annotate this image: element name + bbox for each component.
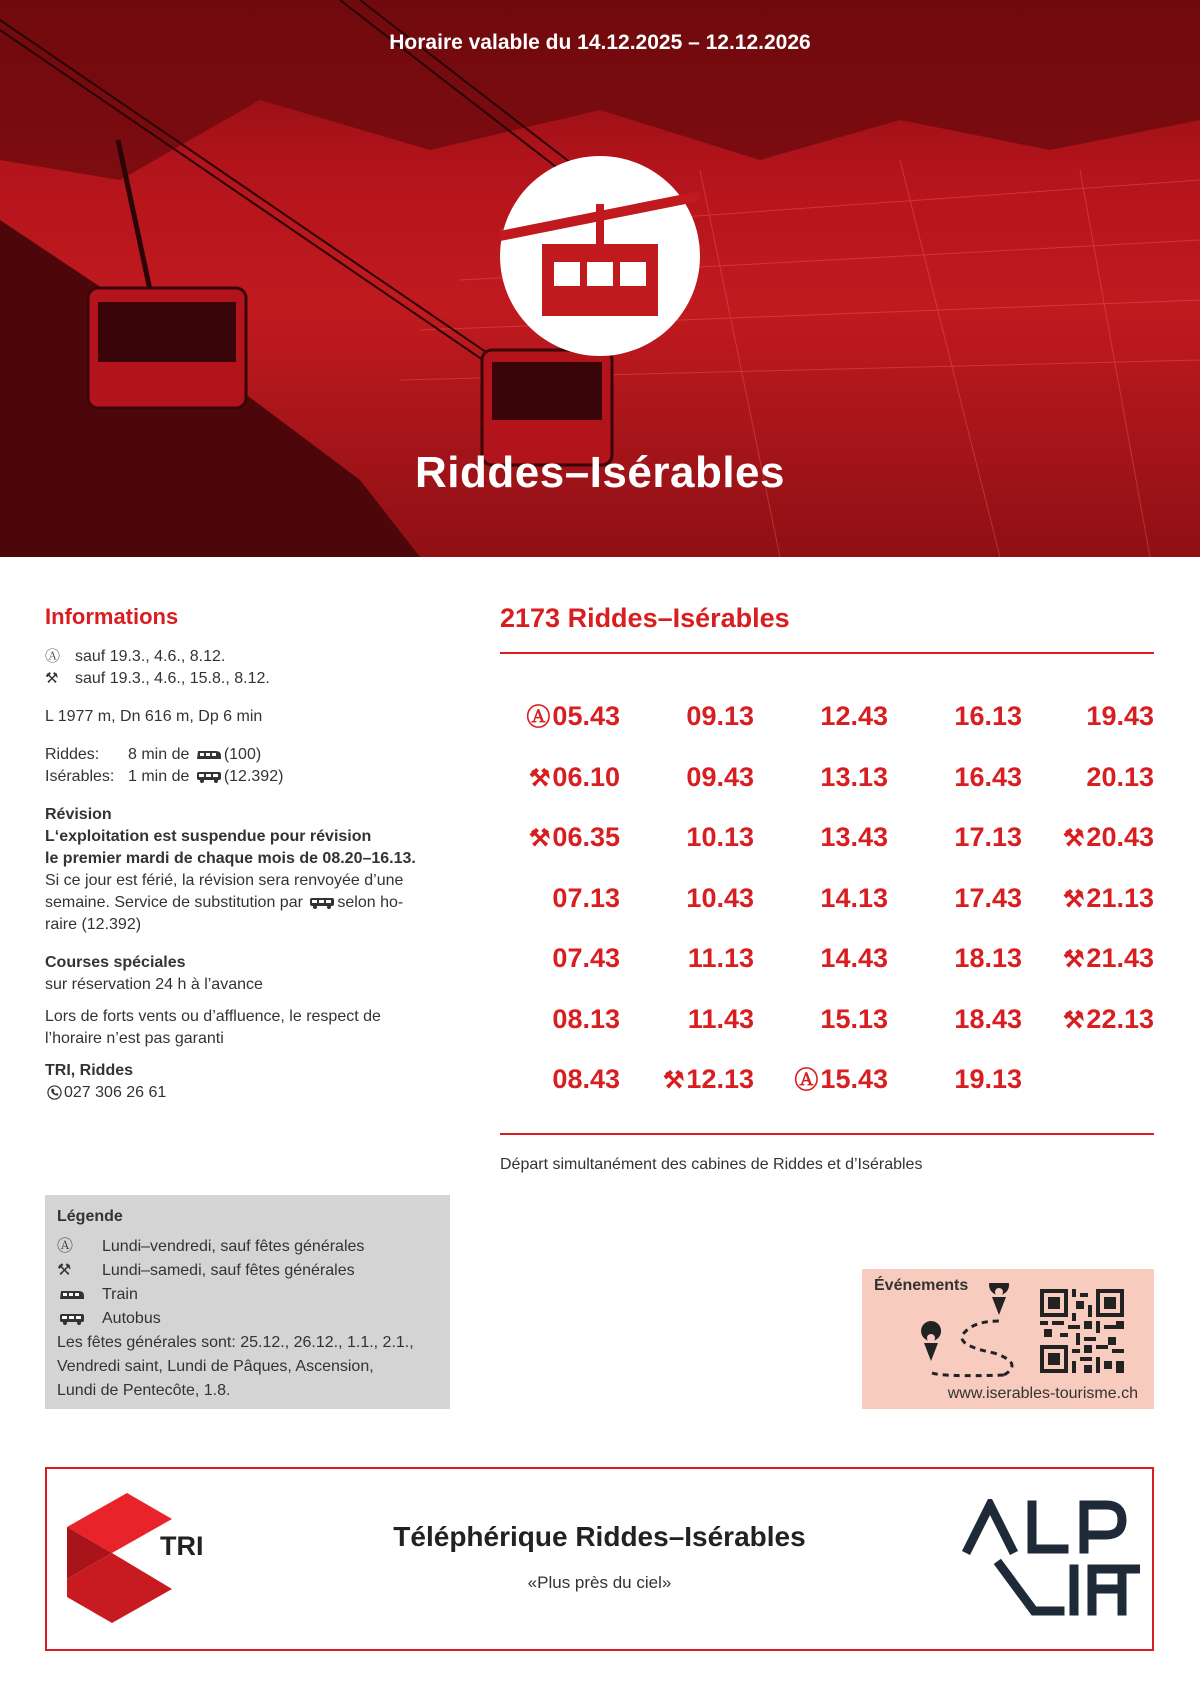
train-icon <box>196 749 222 761</box>
departure-row <box>500 999 1154 1060</box>
departure-time <box>768 938 888 978</box>
time-value: 10.13 <box>686 822 754 852</box>
workday-symbol: ⚒ <box>45 670 59 687</box>
weekday-symbol: Ⓐ <box>57 1238 74 1255</box>
line-data: L 1977 m, Dn 616 m, Dp 6 min <box>45 708 263 725</box>
hero-title: Riddes–Isérables <box>415 448 785 497</box>
departure-row <box>500 938 1154 999</box>
workday-symbol: ⚒ <box>57 1262 72 1279</box>
departure-row <box>500 817 1154 878</box>
time-value: 07.43 <box>552 943 620 973</box>
departure-grid <box>500 696 1154 1120</box>
departure-time <box>902 1059 1022 1099</box>
timetable-note: Départ simultanément des cabines de Riddes et d’Isérables <box>500 1156 923 1173</box>
departure-time <box>768 1059 888 1101</box>
time-value: 19.13 <box>954 1064 1022 1094</box>
time-value: 12.43 <box>820 701 888 731</box>
time-value: 09.43 <box>686 761 754 792</box>
time-value: 14.43 <box>820 943 888 973</box>
train-icon <box>59 1289 85 1301</box>
legend-box <box>45 1195 450 1409</box>
connection-text: 8 min de <box>128 746 190 763</box>
events-title: Événements <box>874 1277 969 1294</box>
departure-time <box>500 817 620 859</box>
workday-symbol: ⚒ <box>1062 946 1085 973</box>
legend-item <box>57 1283 438 1307</box>
revision-notice-1: L‘exploitation est suspendue pour révision <box>45 828 372 845</box>
wind-notice-1: Lors de forts vents ou d’affluence, le respect de <box>45 1008 381 1025</box>
connection-ref: (100) <box>223 746 262 763</box>
time-value: 09.13 <box>686 701 754 731</box>
departure-time <box>902 757 1022 797</box>
departure-time <box>902 696 1022 736</box>
legend-item <box>57 1307 438 1331</box>
info-title: Informations <box>45 604 179 629</box>
time-value: 05.43 <box>552 701 620 731</box>
departure-time <box>1034 938 1154 980</box>
exception-text: sauf 19.3., 4.6., 8.12. <box>75 648 226 665</box>
departure-time <box>1034 817 1154 859</box>
departure-time <box>500 1059 620 1099</box>
legend-label: Lundi–vendredi, sauf fêtes générales <box>102 1238 365 1255</box>
exception-b <box>45 668 455 690</box>
phone-number[interactable]: 027 306 26 61 <box>64 1084 167 1101</box>
revision-text-1: Si ce jour est férié, la révision sera renvoyée d’une <box>45 872 404 889</box>
time-value: 07.13 <box>552 882 620 913</box>
departure-row <box>500 1059 1154 1120</box>
connection-iserables <box>45 766 455 788</box>
departure-time <box>768 817 888 857</box>
phone-icon <box>47 1085 62 1100</box>
time-value: 13.13 <box>820 761 888 792</box>
bus-icon <box>309 897 335 909</box>
departure-time <box>902 817 1022 857</box>
hero-banner <box>0 0 1200 557</box>
departure-time <box>1034 878 1154 920</box>
departure-time <box>768 757 888 797</box>
time-value: 13.43 <box>820 822 888 852</box>
weekday-symbol: Ⓐ <box>526 704 551 731</box>
legend-label: Train <box>102 1286 138 1303</box>
legend-label: Autobus <box>102 1310 161 1327</box>
time-value: 16.43 <box>954 761 1022 792</box>
validity-period: Horaire valable du 14.12.2025 – 12.12.2026 <box>389 31 811 54</box>
departure-time <box>902 878 1022 918</box>
departure-time <box>634 878 754 918</box>
departure-time <box>500 757 620 799</box>
workday-symbol: ⚒ <box>528 764 551 792</box>
time-value: 15.43 <box>820 1064 888 1094</box>
tri-logo-text: TRI <box>160 1531 204 1561</box>
legend-title: Légende <box>57 1208 123 1225</box>
map-pin-icon <box>914 1283 1034 1383</box>
time-value: 18.43 <box>954 1003 1022 1034</box>
workday-symbol: ⚒ <box>1062 885 1085 913</box>
departure-time <box>500 999 620 1039</box>
time-value: 06.35 <box>552 822 620 852</box>
departure-time <box>902 999 1022 1039</box>
time-value: 08.43 <box>552 1064 620 1094</box>
departure-time <box>1034 696 1154 736</box>
events-box[interactable] <box>862 1269 1154 1409</box>
exception-a <box>45 646 455 668</box>
footer-box <box>45 1467 1154 1651</box>
footer-title: Téléphérique Riddes–Isérables <box>393 1521 806 1552</box>
departure-time <box>634 999 754 1039</box>
weekday-symbol: Ⓐ <box>45 648 61 665</box>
weekday-symbol: Ⓐ <box>794 1067 819 1094</box>
timetable-title: 2173 Riddes–Isérables <box>500 603 790 633</box>
holidays-3: Lundi de Pentecôte, 1.8. <box>57 1382 231 1399</box>
time-value: 16.13 <box>954 701 1022 731</box>
bus-icon <box>196 771 222 783</box>
timetable-rule-bottom <box>500 1133 1154 1135</box>
time-value: 19.43 <box>1086 701 1154 731</box>
time-value: 12.13 <box>686 1064 754 1094</box>
legend-item <box>57 1259 438 1283</box>
departure-time <box>500 696 620 738</box>
time-value: 17.13 <box>954 822 1022 852</box>
revision-text-3: raire (12.392) <box>45 916 142 933</box>
alplift-logo <box>960 1499 1140 1621</box>
events-url[interactable]: www.iserables-tourisme.ch <box>947 1385 1138 1402</box>
legend-item <box>57 1235 438 1259</box>
time-value: 20.43 <box>1086 822 1154 852</box>
info-section <box>45 604 455 1104</box>
time-value: 21.13 <box>1086 882 1154 913</box>
departure-row <box>500 878 1154 939</box>
time-value: 22.13 <box>1086 1003 1154 1034</box>
departure-time <box>768 999 888 1039</box>
departure-time <box>1034 999 1154 1041</box>
connection-text: 1 min de <box>128 768 190 785</box>
workday-symbol: ⚒ <box>1062 1006 1085 1034</box>
wind-notice-2: l’horaire n’est pas garanti <box>45 1030 224 1047</box>
departure-time <box>768 878 888 918</box>
workday-symbol: ⚒ <box>1062 825 1085 852</box>
departure-time <box>902 938 1022 978</box>
time-value: 21.43 <box>1086 943 1154 973</box>
time-value: 06.10 <box>552 761 620 792</box>
revision-text-2b: selon ho- <box>337 894 404 911</box>
departure-time <box>768 696 888 736</box>
revision-notice-2: le premier mardi de chaque mois de 08.20–16.13. <box>45 850 416 867</box>
time-value: 10.43 <box>686 882 754 913</box>
phone-line <box>45 1082 455 1104</box>
workday-symbol: ⚒ <box>662 1067 685 1094</box>
bus-icon <box>59 1313 85 1325</box>
time-value: 11.13 <box>687 943 754 973</box>
connection-place: Riddes: <box>45 746 100 763</box>
aerial-cableway-icon <box>500 156 700 356</box>
time-value: 17.43 <box>954 882 1022 913</box>
time-value: 14.13 <box>820 882 888 913</box>
departure-time <box>634 817 754 857</box>
revision-text-2 <box>45 892 455 914</box>
departure-time <box>634 696 754 736</box>
time-value: 15.13 <box>820 1003 888 1034</box>
timetable-rule-top <box>500 652 1154 654</box>
time-value: 11.43 <box>687 1003 754 1034</box>
time-value: 20.13 <box>1086 761 1154 792</box>
footer-slogan: «Plus près du ciel» <box>527 1573 672 1592</box>
departure-row <box>500 757 1154 818</box>
holidays-2: Vendredi saint, Lundi de Pâques, Ascension, <box>57 1358 374 1375</box>
departure-time <box>634 938 754 978</box>
departure-time <box>500 878 620 918</box>
time-value: 18.13 <box>954 943 1022 973</box>
departure-time <box>500 938 620 978</box>
holidays-1: Les fêtes générales sont: 25.12., 26.12., 1.1., 2.1., <box>57 1334 414 1351</box>
revision-text-2a: semaine. Service de substitution par <box>45 894 303 911</box>
time-value: 08.13 <box>552 1003 620 1034</box>
exception-text: sauf 19.3., 4.6., 15.8., 8.12. <box>75 670 270 687</box>
qr-code-icon[interactable] <box>1040 1289 1124 1373</box>
departure-time <box>634 757 754 797</box>
operator-name: TRI, Riddes <box>45 1062 134 1079</box>
departure-time <box>1034 757 1154 797</box>
special-title: Courses spéciales <box>45 954 186 971</box>
departure-time <box>634 1059 754 1101</box>
revision-title: Révision <box>45 806 112 823</box>
connection-place: Isérables: <box>45 768 115 785</box>
connection-ref: (12.392) <box>223 768 284 785</box>
connection-riddes <box>45 744 455 766</box>
legend-label: Lundi–samedi, sauf fêtes générales <box>102 1262 355 1279</box>
workday-symbol: ⚒ <box>528 825 551 852</box>
special-text: sur réservation 24 h à l’avance <box>45 976 263 993</box>
departure-row <box>500 696 1154 757</box>
